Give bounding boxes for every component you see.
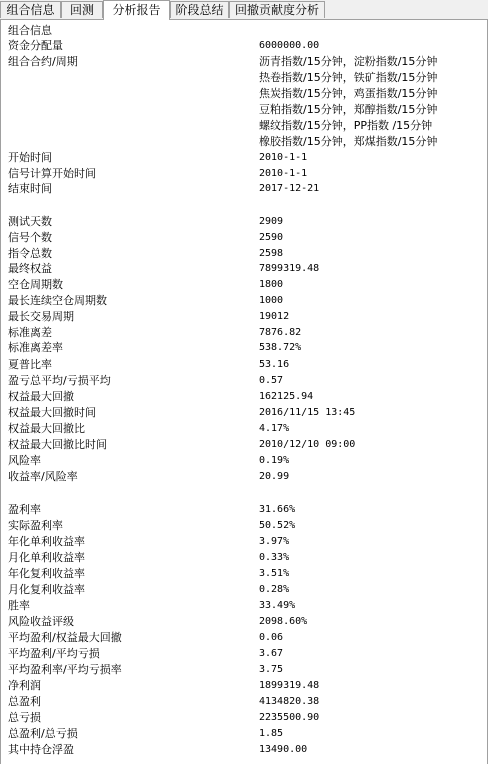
report-row-label: 平均盈利/权益最大回撤 xyxy=(8,631,122,644)
report-row xyxy=(8,38,484,54)
report-row xyxy=(8,437,484,453)
report-row-label: 组合信息 xyxy=(8,24,52,37)
report-row xyxy=(8,389,484,405)
report-row-value: 2235500.90 xyxy=(259,712,320,723)
tab-portfolio-info[interactable]: 组合信息 xyxy=(0,1,61,18)
report-row xyxy=(8,726,484,742)
report-row-value: 2590 xyxy=(259,232,284,243)
report-row xyxy=(8,23,484,39)
report-row-value: 6000000.00 xyxy=(259,40,320,51)
report-row xyxy=(8,86,484,102)
report-row xyxy=(8,678,484,694)
report-row-value: 1000 xyxy=(259,295,284,306)
report-row xyxy=(8,518,484,534)
report-row xyxy=(8,614,484,630)
report-row-label: 收益率/风险率 xyxy=(8,470,78,483)
report-row-label: 标准离差 xyxy=(8,326,52,339)
report-row-value: 0.33% xyxy=(259,552,290,563)
report-row-value: 2098.60% xyxy=(259,616,308,627)
report-row-value: 橡胶指数/15分钟，郑煤指数/15分钟 xyxy=(259,135,438,148)
report-row-label: 平均盈利率/平均亏损率 xyxy=(8,663,122,676)
report-row-label: 月化复利收益率 xyxy=(8,583,85,596)
report-row-label: 结束时间 xyxy=(8,182,52,195)
report-row-value: 31.66% xyxy=(259,504,296,515)
report-row xyxy=(8,582,484,598)
report-row xyxy=(8,453,484,469)
report-row-value: 螺纹指数/15分钟，PP指数 /15分钟 xyxy=(259,119,433,132)
tab-bar xyxy=(0,0,488,20)
report-row xyxy=(8,550,484,566)
report-row xyxy=(8,102,484,118)
report-row xyxy=(8,646,484,662)
tab-analysis-report[interactable]: 分析报告 xyxy=(103,0,170,20)
report-row xyxy=(8,534,484,550)
report-row xyxy=(8,502,484,518)
report-row-label: 信号个数 xyxy=(8,231,52,244)
report-row-label: 总盈利 xyxy=(8,695,41,708)
report-row-label: 盈亏总平均/亏损平均 xyxy=(8,374,111,387)
report-row xyxy=(8,340,484,356)
report-row-value: 沥青指数/15分钟，淀粉指数/15分钟 xyxy=(259,55,438,68)
report-row-value: 53.16 xyxy=(259,359,290,370)
report-row-value: 19012 xyxy=(259,311,290,322)
report-row xyxy=(8,630,484,646)
report-row-label: 年化复利收益率 xyxy=(8,567,85,580)
report-row-label: 平均盈利/平均亏损 xyxy=(8,647,100,660)
report-row-value: 1899319.48 xyxy=(259,680,320,691)
report-row xyxy=(8,710,484,726)
report-row xyxy=(8,246,484,262)
report-row xyxy=(8,293,484,309)
report-row-value: 20.99 xyxy=(259,471,290,482)
report-row-label: 总亏损 xyxy=(8,711,41,724)
report-row-label: 年化单利收益率 xyxy=(8,535,85,548)
tab-drawdown-contribution[interactable]: 回撤贡献度分析 xyxy=(229,1,325,18)
report-row-value: 7899319.48 xyxy=(259,263,320,274)
report-row xyxy=(8,54,484,70)
report-row-label: 权益最大回撤时间 xyxy=(8,406,96,419)
report-row-label: 总盈利/总亏损 xyxy=(8,727,78,740)
report-row-label: 资金分配量 xyxy=(8,39,63,52)
report-row-value: 2909 xyxy=(259,216,284,227)
report-row-value: 2010-1-1 xyxy=(259,152,308,163)
report-row-value: 热卷指数/15分钟，铁矿指数/15分钟 xyxy=(259,71,438,84)
report-row-label: 测试天数 xyxy=(8,215,52,228)
report-row xyxy=(8,277,484,293)
report-row-label: 最终权益 xyxy=(8,262,52,275)
report-row-value: 0.19% xyxy=(259,455,290,466)
tab-stage-summary[interactable]: 阶段总结 xyxy=(170,1,229,18)
report-row-value: 3.75 xyxy=(259,664,284,675)
report-row xyxy=(8,70,484,86)
report-row-value: 3.67 xyxy=(259,648,284,659)
report-row-label: 其中持仓浮盈 xyxy=(8,743,74,756)
report-row-value: 4.17% xyxy=(259,423,290,434)
report-row xyxy=(8,405,484,421)
report-row-label: 权益最大回撤 xyxy=(8,390,74,403)
report-row-label: 空仓周期数 xyxy=(8,278,63,291)
report-row-value: 3.51% xyxy=(259,568,290,579)
report-row-label: 组合合约/周期 xyxy=(8,55,78,68)
report-row-label: 胜率 xyxy=(8,599,30,612)
report-row-value: 2010-1-1 xyxy=(259,168,308,179)
report-row xyxy=(8,357,484,373)
report-row xyxy=(8,166,484,182)
report-row-label: 权益最大回撤比 xyxy=(8,422,85,435)
report-row-value: 538.72% xyxy=(259,342,302,353)
report-row-label: 指令总数 xyxy=(8,247,52,260)
report-row-value: 豆粕指数/15分钟，郑醇指数/15分钟 xyxy=(259,103,438,116)
report-row xyxy=(8,118,484,134)
report-row-value: 0.28% xyxy=(259,584,290,595)
report-row xyxy=(8,214,484,230)
report-row xyxy=(8,469,484,485)
report-row-value: 2598 xyxy=(259,248,284,259)
report-row-label: 权益最大回撤比时间 xyxy=(8,438,107,451)
report-row-value: 2010/12/10 09:00 xyxy=(259,439,356,450)
report-row-label: 净利润 xyxy=(8,679,41,692)
report-row-value: 7876.82 xyxy=(259,327,302,338)
report-row-label: 实际盈利率 xyxy=(8,519,63,532)
report-row xyxy=(8,309,484,325)
report-row-label: 最长交易周期 xyxy=(8,310,74,323)
report-row-value: 33.49% xyxy=(259,600,296,611)
report-row-value: 4134820.38 xyxy=(259,696,320,707)
report-row xyxy=(8,134,484,150)
report-row-value: 1.85 xyxy=(259,728,284,739)
report-row xyxy=(8,694,484,710)
report-row-label: 月化单利收益率 xyxy=(8,551,85,564)
report-row-value: 1800 xyxy=(259,279,284,290)
report-row-value: 162125.94 xyxy=(259,391,314,402)
tab-backtest[interactable]: 回测 xyxy=(61,1,103,18)
report-row-value: 2016/11/15 13:45 xyxy=(259,407,356,418)
report-row-value: 2017-12-21 xyxy=(259,183,320,194)
report-row-label: 开始时间 xyxy=(8,151,52,164)
report-row xyxy=(8,181,484,197)
report-row xyxy=(8,150,484,166)
report-row-label: 风险率 xyxy=(8,454,41,467)
report-row xyxy=(8,373,484,389)
report-row-label: 夏普比率 xyxy=(8,358,52,371)
report-row-value: 3.97% xyxy=(259,536,290,547)
report-row xyxy=(8,261,484,277)
report-row-value: 焦炭指数/15分钟，鸡蛋指数/15分钟 xyxy=(259,87,438,100)
report-row-label: 标准离差率 xyxy=(8,341,63,354)
report-row-label: 最长连续空仓周期数 xyxy=(8,294,107,307)
report-row-value: 0.57 xyxy=(259,375,284,386)
report-row xyxy=(8,598,484,614)
report-row-value: 13490.00 xyxy=(259,744,308,755)
report-row xyxy=(8,662,484,678)
report-row-label: 信号计算开始时间 xyxy=(8,167,96,180)
analysis-report-panel xyxy=(0,20,488,764)
report-row-value: 0.06 xyxy=(259,632,284,643)
report-row xyxy=(8,325,484,341)
report-row-label: 风险收益评级 xyxy=(8,615,74,628)
report-row-label: 盈利率 xyxy=(8,503,41,516)
report-row xyxy=(8,566,484,582)
report-row-value: 50.52% xyxy=(259,520,296,531)
report-row xyxy=(8,230,484,246)
report-row xyxy=(8,742,484,758)
report-row xyxy=(8,421,484,437)
